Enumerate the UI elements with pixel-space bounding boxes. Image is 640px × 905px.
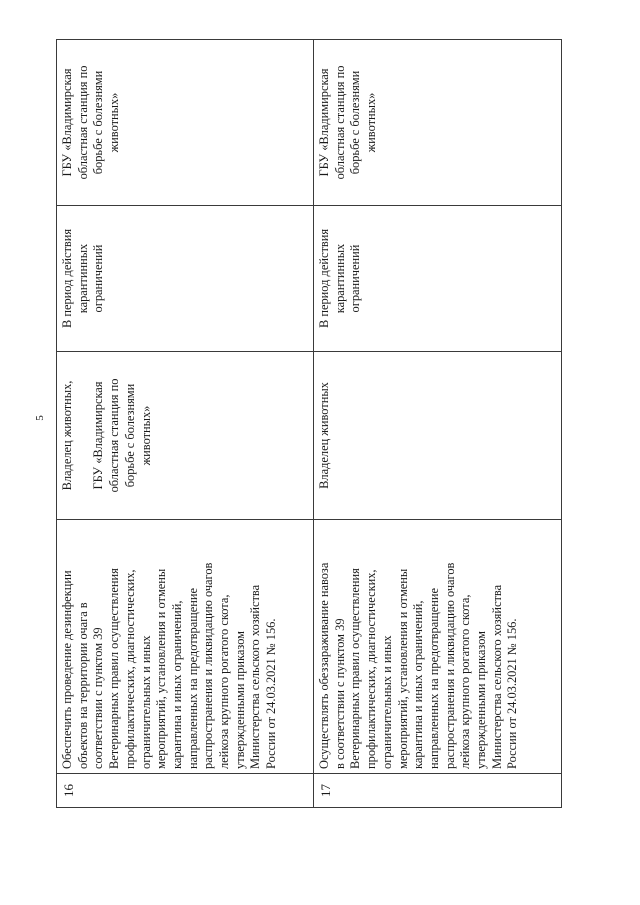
page-number: 5 [34, 415, 46, 421]
measure-line: лейкоза крупного рогатого скота, [458, 594, 473, 769]
measure-line: Министерства сельского хозяйства [248, 584, 263, 769]
control-line: животных» [364, 92, 379, 153]
measure-line: России от 24.03.2021 № 156. [264, 618, 279, 769]
document-table-wrapper [56, 40, 571, 808]
deadline-line: В период действия [60, 228, 74, 329]
measure-line: мероприятий, установления и отмены [395, 568, 410, 769]
measure-line: утвержденными приказом [232, 630, 247, 769]
measure-line: в соответствии с пунктом 39 [332, 618, 347, 769]
control-line: борьбе с болезнями [91, 70, 106, 175]
measure-line: ограничительных и иных [379, 635, 394, 769]
measure-line: Ветеринарных правил осуществления [107, 568, 122, 769]
document-table-rotated [56, 40, 571, 808]
deadline-line: карантинных [332, 243, 347, 314]
deadline-cell [57, 206, 314, 352]
measure-line: соответствии с пунктом 39 [91, 627, 106, 769]
measure-line: профилактических, диагностических, [122, 569, 137, 769]
measures-table [56, 39, 562, 808]
responsible-cell [57, 352, 314, 520]
control-cell [314, 40, 562, 206]
responsible-line: животных» [138, 405, 153, 466]
table-row [314, 40, 562, 808]
row-number: 16 [57, 774, 314, 808]
measure-line: Ветеринарных правил осуществления [348, 568, 363, 769]
responsible-cell [314, 352, 562, 520]
responsible-line: борьбе с болезнями [122, 383, 137, 488]
measure-line: профилактических, диагностических, [364, 569, 379, 769]
deadline-line: ограничений [91, 244, 106, 313]
control-line: ГБУ «Владимирская [317, 68, 331, 177]
measure-line: распространения и ликвидацию очагов [442, 562, 457, 769]
deadline-cell [314, 206, 562, 352]
responsible-line: ГБУ «Владимирская [91, 381, 106, 490]
table-row [57, 40, 314, 808]
measure-cell [314, 520, 562, 774]
measure-line: ограничительных и иных [138, 635, 153, 769]
measure-line: Осуществлять обеззараживание навоза [317, 562, 331, 769]
spacer [76, 356, 92, 515]
measure-line: направленных на предотвращение [426, 587, 441, 769]
measure-cell [57, 520, 314, 774]
measure-line: распространения и ликвидацию очагов [201, 562, 216, 769]
control-line: животных» [107, 92, 122, 153]
measure-line: утвержденными приказом [474, 630, 489, 769]
deadline-line: В период действия [317, 228, 331, 329]
measure-line: лейкоза крупного рогатого скота, [217, 594, 232, 769]
measure-line: карантина и иных ограничений, [411, 600, 426, 769]
responsible-line: Владелец животных [317, 382, 331, 489]
responsible-line: Владелец животных, [60, 380, 74, 491]
measure-line: России от 24.03.2021 № 156. [505, 618, 520, 769]
measure-line: карантина и иных ограничений, [169, 600, 184, 769]
control-line: ГБУ «Владимирская [60, 68, 74, 177]
measure-line: объектов на территории очага в [75, 602, 90, 769]
deadline-line: карантинных [75, 243, 90, 314]
measure-line: Министерства сельского хозяйства [489, 584, 504, 769]
measure-line: направленных на предотвращение [185, 587, 200, 769]
deadline-line: ограничений [348, 244, 363, 313]
measure-line: мероприятий, установления и отмены [154, 568, 169, 769]
control-line: борьбе с болезнями [348, 70, 363, 175]
measure-line: Обеспечить проведение дезинфекции [60, 570, 74, 769]
control-line: областная станция по [332, 65, 347, 180]
control-line: областная станция по [75, 65, 90, 180]
responsible-line: областная станция по [107, 378, 122, 493]
control-cell [57, 40, 314, 206]
row-number: 17 [314, 774, 562, 808]
